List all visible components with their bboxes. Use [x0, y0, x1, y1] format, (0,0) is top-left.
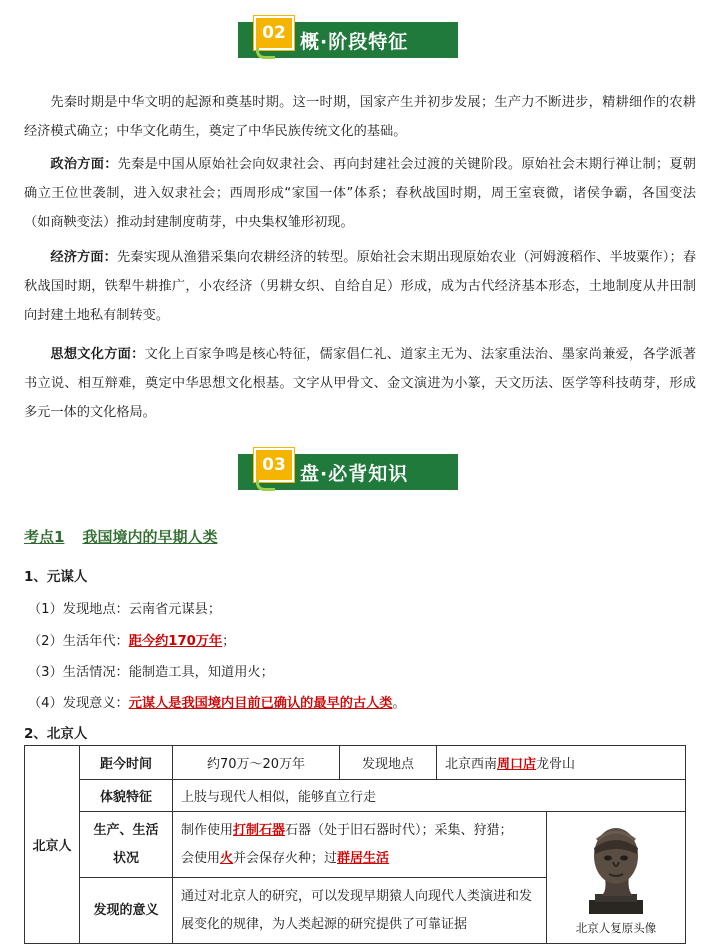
table-row [25, 746, 686, 780]
economy-text: 先秦实现从渔猎采集向农耕经济的转型。原始社会末期出现原始农业（河姆渡稻作、半坡粟作）；春秋战国时期，铁犁牛耕推广，小农经济（男耕女织、自给自足）形成，成为古代经济基本形态，土地制度从井田制向封建土地私有制转变。 [24, 250, 697, 323]
portrait-cell [547, 812, 686, 944]
section-title: 盘·必背知识 [238, 454, 458, 490]
section-title: 概·阶段特征 [238, 22, 458, 58]
row-label: 北京人 [25, 746, 80, 944]
section-banner-03 [238, 448, 458, 490]
intro-paragraph: 先秦时期是中华文明的起源和奠基时期。这一时期，国家产生并初步发展；生产力不断进步，精耕细作的农耕经济模式确立；中华文化萌生，奠定了中华民族传统文化的基础。 [24, 95, 696, 139]
peking-man-bust-icon [571, 818, 661, 916]
economy-label: 经济方面： [50, 250, 117, 265]
portrait-caption: 北京人复原头像 [575, 921, 657, 935]
place-label: 发现地点 [340, 746, 437, 780]
yuanmou-item-1: （1）发现地点：云南省元谋县； [28, 602, 222, 617]
politics-paragraph [24, 150, 696, 237]
place-value: 北京西南周口店龙骨山 [437, 746, 686, 780]
culture-text: 文化上百家争鸣是核心特征，儒家倡仁礼、道家主无为、法家重法治、墨家尚兼爱，各学派著书立说、相互辩难，奠定中华思想文化根基。文字从甲骨文、金文演进为小篆，天文历法、医学等科技萌芽，形成多元一体的文化格局。 [24, 347, 697, 420]
yuanmou-item-4: （4）发现意义：元谋人是我国境内目前已确认的最早的古人类。 [28, 696, 406, 711]
yuanmou-item-3: （3）生活情况：能制造工具，知道用火； [28, 665, 274, 680]
banner-hook-icon [256, 480, 275, 491]
yuanmou-heading: 1、元谋人 [24, 569, 88, 585]
life-label: 生产、生活状况 [80, 812, 173, 878]
sig-label: 发现的意义 [80, 878, 173, 944]
time-value: 约70万～20万年 [173, 746, 340, 780]
yuanmou-item-2: （2）生活年代：距今约170万年； [28, 634, 236, 649]
kaodian-heading: 考点1 我国境内的早期人类 [24, 528, 218, 546]
section-number-badge: 02 [254, 16, 294, 50]
section-banner-02 [238, 16, 458, 58]
life-value: 制作使用打制石器石器（处于旧石器时代）；采集、狩猎； 会使用火并会保存火种；过群居生活 [173, 812, 547, 878]
body-label: 体貌特征 [80, 780, 173, 812]
politics-text: 先秦是中国从原始社会向奴隶社会、再向封建社会过渡的关键阶段。原始社会末期行禅让制；夏朝确立王位世袭制，进入奴隶社会；西周形成“家国一体”体系；春秋战国时期，周王室衰微，诸侯争霸，各国变法（如商鞅变法）推动封建制度萌芽，中央集权雏形初现。 [24, 157, 696, 230]
beijing-heading: 2、北京人 [24, 726, 88, 742]
table-row [25, 812, 686, 878]
banner-hook-icon [256, 48, 275, 59]
body-value: 上肢与现代人相似，能够直立行走 [173, 780, 686, 812]
culture-paragraph [24, 340, 696, 427]
table-row [25, 780, 686, 812]
economy-paragraph [24, 243, 696, 330]
politics-label: 政治方面： [50, 157, 118, 172]
beijing-table [24, 745, 686, 944]
time-label: 距今时间 [80, 746, 173, 780]
sig-value: 通过对北京人的研究，可以发现早期猿人向现代人类演进和发展变化的规律，为人类起源的研究提供了可靠证据 [173, 878, 547, 944]
section-number-badge: 03 [254, 448, 294, 482]
culture-label: 思想文化方面： [50, 347, 145, 362]
